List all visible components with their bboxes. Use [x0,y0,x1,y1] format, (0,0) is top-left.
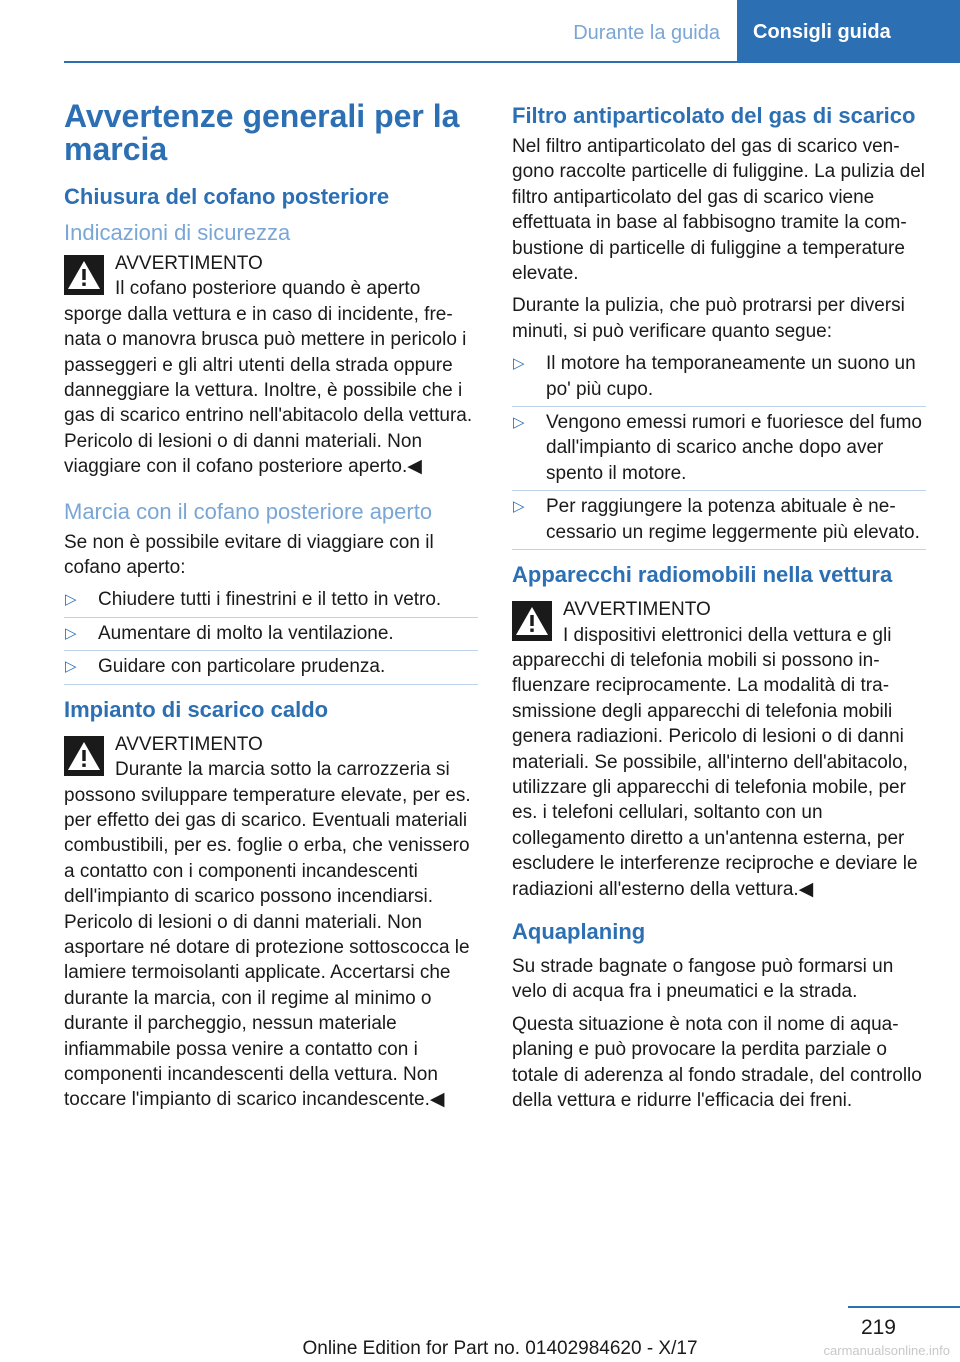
page-number: 219 [860,1316,896,1339]
heading-scarico: Impianto di scarico caldo [64,696,329,722]
triangle-bullet-icon: ▷ [513,414,525,432]
warning-triangle-icon [64,736,104,776]
filtro-paragraph-1: Nel filtro antiparticolato del gas di scarico vengono raccolte particelle di fuliggine. La pulizia del filtro antiparticolato del gas di scarico viene effettuata in base al fabbisogno tramite la combustione di particelle di fuliggine a temperature elevate. [512,136,925,285]
page-header [0,0,960,62]
heading-sicurezza: Indicazioni di sicurezza [64,220,291,245]
triangle-bullet-icon: ▷ [65,658,77,676]
heading-radio: Apparecchi radiomobili nella vettura [512,562,893,588]
marcia-list [64,587,478,679]
page-title: Avvertenze generali per la marcia [64,98,460,167]
warning-text: Durante la marcia sotto la carrozzeria si possono sviluppare temperature elevate, per es. per effetto dei gas di scarico. Eventuali materiali combustibili, per es. foglie o erba, che venissero a contatto con i componenti incandescenti dell'impianto di scarico possono incendiarsi. Pericolo di lesioni o di danni materiali. Non asportare né dotare di protezione sottoscocca le lamiere termoisolanti applicate. Accertarsi che durante la marcia, con il regime al minimo o durante il parcheggio, nessun materiale infiammabile possa venire a contatto con i componenti incandescenti della vettura. Non toccare l'impianto di scarico incandescente.◀ [64,759,471,1111]
triangle-bullet-icon: ▷ [65,624,77,642]
list-item: ▷ Aumentare di molto la ventilazione. [64,621,478,646]
aqua-paragraph-1: Su strade bagnate o fangose può formarsi un velo di acqua fra i pneumatici e la strada. [512,955,894,1003]
list-item: ▷ Il motore ha temporaneamente un suono un po' più cupo. [512,351,926,402]
warning-title: AVVERTIMENTO [115,733,263,755]
triangle-bullet-icon: ▷ [513,355,525,373]
right-column [512,100,926,1120]
warning-block-cofano [64,251,478,480]
aqua-paragraph-2: Questa situazione è nota con il nome di aquaplaning e può provocare la perdita parziale o totale di aderenza al fondo stradale, del controllo della vettura e ridurre l'efficacia dei freni. [512,1013,922,1111]
list-item: ▷ Vengono emessi rumori e fuoriesce del fumo dall'impianto di scarico anche dopo aver spento il motore. [512,410,926,486]
warning-text: I dispositivi elettronici della vettura e gli apparecchi di telefonia mobili si possono influenzare reciprocamente. La modalità di trasmissione degli apparecchi di telefonia mobili genera radiazioni. Pericolo di lesioni o di danni materiali. Se possibile, all'interno dell'abitacolo, utilizzare gli apparecchi di telefonia mobile, per es. i telefoni cellulari, soltanto con un collegamento diretto a un'antenna esterna, per escludere le interferenze reciproche e deviare le radiazioni all'esterno della vettura.◀ [512,624,918,900]
left-column [64,100,478,1121]
heading-aquaplaning: Aquaplaning [512,918,646,944]
warning-title: AVVERTIMENTO [115,253,263,274]
warning-block-radio [512,597,926,902]
filtro-paragraph-2: Durante la pulizia, che può protrarsi per diversi minuti, si può verificare quanto segue: [512,295,905,342]
header-section-tab: Consigli guida [737,0,960,62]
warning-triangle-icon [64,255,104,295]
page-number-rule [848,1306,960,1308]
triangle-bullet-icon: ▷ [65,591,77,609]
heading-filtro: Filtro antiparticolato del gas di scarico [512,103,916,128]
watermark: carmanualsonline.info [823,1343,950,1358]
footer-edition: Online Edition for Part no. 01402984620 - X/17 [302,1338,698,1359]
warning-block-scarico [64,732,478,1113]
header-chapter: Durante la guida [573,22,720,44]
filtro-list [512,351,926,545]
list-item: ▷ Guidare con particolare prudenza. [64,654,478,679]
triangle-bullet-icon: ▷ [513,498,525,516]
warning-text: Il cofano posteriore quando è aperto sporge dalla vettura e in caso di incidente, frenata o manovra brusca può mettere in pericolo i passeggeri e gli altri utenti della strada oppure danneggiare la vettura. Inoltre, è possibile che i gas di scarico entrino nell'abitacolo della vettura. Pericolo di lesioni o di danni materiali. Non viaggiare con il cofano posteriore aperto.◀ [64,278,473,478]
warning-title: AVVERTIMENTO [563,599,711,621]
heading-cofano: Chiusura del cofano posteriore [64,184,390,209]
list-item: ▷ Chiudere tutti i finestrini e il tetto in vetro. [64,587,478,612]
header-rule [64,61,960,63]
marcia-intro: Se non è possibile evitare di viaggiare con il cofano aperto: [64,531,434,579]
warning-triangle-icon [512,601,552,641]
heading-marcia: Marcia con il cofano posteriore aperto [64,498,433,524]
list-item: ▷ Per raggiungere la potenza abituale è necessario un regime leggermente più elevato. [512,494,926,545]
